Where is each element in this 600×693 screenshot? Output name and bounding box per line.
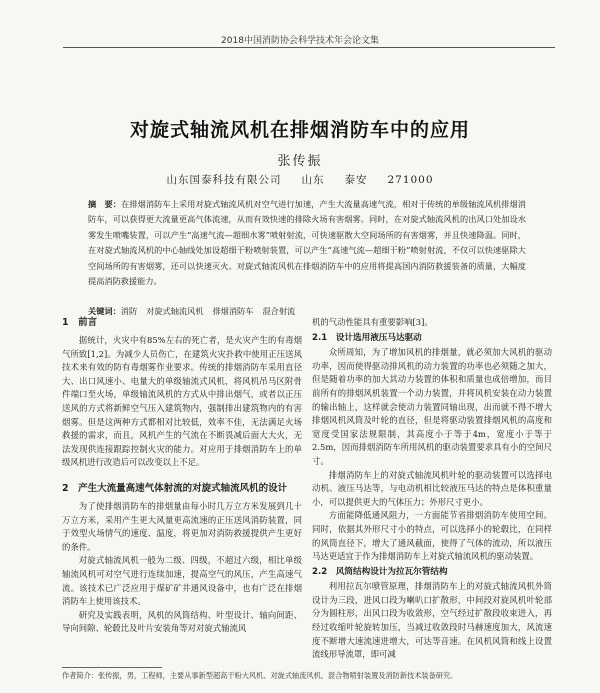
paragraph: 机的气动性能具有重要影响[3]。 <box>312 317 433 327</box>
left-column <box>62 316 302 636</box>
right-column <box>312 316 552 662</box>
affiliation <box>0 172 600 187</box>
keyword: 混合射流 <box>262 306 296 316</box>
footnote-rule <box>62 667 162 668</box>
paragraph: 利用拉瓦尔喷管原理，排烟消防车上的对旋式轴流风机外筒设计为三段，进风口段为喇叭口扩散形，中间段对旋风机叶轮部分为圆柱形，出风口段为收敛形，空气经过扩散段收束进入，再经过收缩叶轮旋转加压，当减过收敛段时马赫速度加大，风流速度不断增大速流速进增大，可达等音速。在风机风筒和线上设置流线形导流罩，即可减 <box>312 581 552 660</box>
abstract-text: 在排烟消防车上采用对旋式轴流风机对空气进行加速，产生大流量高速气流，相对于传统的单级轴流风机排烟消防车，可以获得更大流量更高气体流速，从而有效快速的排除火场有害烟雾。同时，在对旋式轴流风机的出风口处加设水雾发生喷嘴装置，可以产生“高速气流—超细水雾”喷射射流，可快速驱散大空间场所的有害烟雾，并且快速降温。同时，在对旋式轴流风机的中心轴线处加设超细干粉喷射装置，可以产生“高速气流—超细干粉”喷射射流，不仅可以快速驱除大空间场所的有害烟雾，还可以快速灭火。对旋式轴流风机在排烟消防车中的应用将提高国内消防救援装备的质量，大幅度提高消防救援能力。 <box>88 199 526 287</box>
affiliation-city: 泰安 <box>344 174 368 186</box>
paragraph: 众所周知，为了增加风机的排烟量，就必须加大风机的驱动功率，因而使得驱动排风机的动力装置的功率也必须随之加大，但是随着功率的加大其动力装置的体积和质量也成倍增加，而目前所有的排烟风机装置一个动力装置，并将风机安装在动力装置的输出轴上，这样就会使动力装置同轴出现，出而就不得不增大排烟风机风筒及叶轮的直径，但是将驱动装置排烟风机的高度和宽度受国家法规限制，其高度小于等于4m，宽度小于等于2.5m，因而排烟消防车所用风机的驱动装置要求具有小的空间尺寸。 <box>312 347 552 466</box>
paragraph: 据统计，火灾中有85%左右的死亡者，是火灾产生的有毒烟气所致[1,2]。为减少人员伤亡，在建筑火灾扑救中使用正压送风技术来有效的防有毒烟雾作业要求。传统的排烟消防车采用直径大、出口风速小、电量大的单级轴流式风机，将风机吊马区附骨件端口至火场，单级轴流风机的方式从中排出烟气，或者以正压送风的方式将新鲜空气压入建筑物内，强制排出建筑物内的有害烟雾。但是这两种方式都相对比较低，效率不佳，无法满足火场救援的需求，而且，风机产生的气流在不断畏减后面大大火，无法发现供连接跟踪控制火灾的能力。对应用于排烟消防车上的单级风机进行改造后可以改变以上不足。 <box>62 335 302 468</box>
subsection-heading-2-1: 2.1 设计选用液压马达驱动 <box>312 332 422 343</box>
section-heading-1: 1 前言 <box>62 317 98 328</box>
affiliation-postcode: 271000 <box>387 174 434 186</box>
subsection-heading-2-2: 2.2 风筒结构设计为拉瓦尔管结构 <box>312 566 448 577</box>
section-heading-2: 2 产生大流量高速气体射流的对旋式轴流风机的设计 <box>62 482 288 494</box>
affiliation-province: 山东 <box>301 174 325 186</box>
paragraph: 研究及实践表明，风机的风筒结构、叶型设计、轴向间距、导向间隙、轮毂比及叶片安装角等对对旋式轴流风 <box>62 609 302 634</box>
keyword: 对旋式轴流风机 <box>146 306 204 316</box>
paragraph: 排烟消防车上的对旋式轴流风机叶轮的驱动装置可以选择电动机、液压马达等，与电动机相比较液压马达的特点是体积重量小，可以提供更大的气体压力；外形尺寸更小。 <box>312 469 552 507</box>
keyword: 消防 <box>120 306 138 316</box>
abstract-label: 摘 要： <box>88 199 122 209</box>
paragraph: 方面能降低通风阻力，一方面能节省排烟消防车使用空间。同时，依据其外形尺寸小的特点，可以选择小的轮毂比，在同样的风筒直径下，增大了通风截面，使得了气体的流动，所以液压马达更适宜于作为排烟消防车上对旋式轴流风机的驱动装置。 <box>312 510 552 562</box>
author-footnote: 作者简介：张传振，男，工程师，主要从事新型超高干粉大风机、对旋式轴流风机、混合物喷射装置及消防新技术装备研究。 <box>62 671 458 680</box>
abstract <box>88 197 526 289</box>
running-header: 2018中国消防协会科学技术年会论文集 <box>221 36 379 46</box>
keyword: 排烟消防车 <box>212 306 254 316</box>
paper-title: 对旋式轴流风机在排烟消防车中的应用 <box>129 119 470 141</box>
affiliation-org: 山东国泰科技有限公司 <box>166 174 282 186</box>
paragraph: 为了使排烟消防车的排烟量由每小时几万立方米发展到几十万立方米，采用产生更大风量更高流速的正压送风消防装置，同于效型火场情气的速度、温度，将更加对消防救援提供产生更好的条件。 <box>62 500 302 552</box>
author-name: 张传振 <box>277 154 323 169</box>
keywords-label: 关键词： <box>88 306 121 316</box>
header-rule <box>63 47 555 48</box>
paragraph: 对旋式轴流风机一般为二级、四级，不超过六级，相比单级轴流风机可对空气进行连续加速，提高空气的风压，产生高速气流。该技术已广泛应用于煤矿矿井通风设备中，也有广泛在排烟消防车上使用该技术。 <box>62 555 302 607</box>
